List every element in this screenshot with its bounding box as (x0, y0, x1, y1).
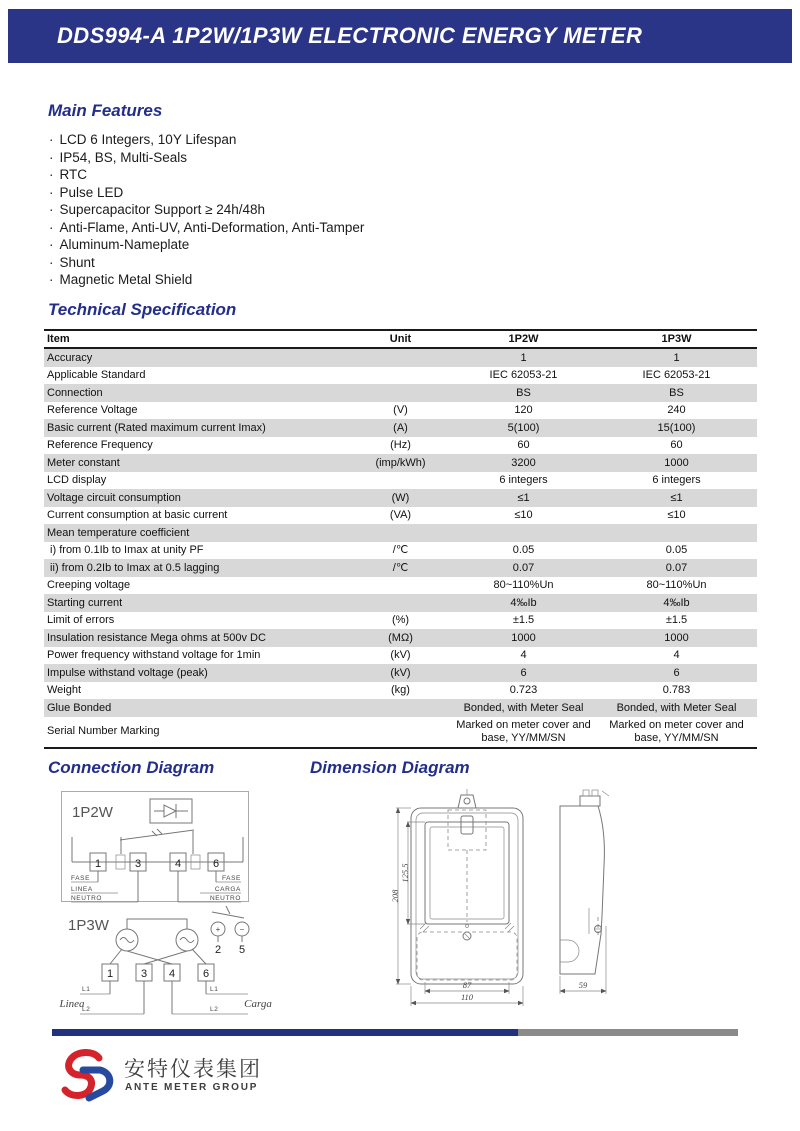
p2w-linea: LINEA (71, 886, 93, 893)
footer-bar-gray-segment (518, 1029, 738, 1036)
spec-row (44, 577, 757, 595)
terminal-3: 3 (134, 858, 142, 870)
spec-cell-item: Power frequency withstand voltage for 1min (47, 649, 261, 662)
spec-row (44, 559, 757, 577)
spec-cell-p2: 1 (520, 351, 527, 364)
spec-cell-p2: 4‰Ib (510, 596, 537, 609)
terminal-4: 4 (168, 968, 176, 980)
spec-cell-p3: 60 (670, 439, 683, 452)
spec-cell-p2: 60 (517, 439, 530, 452)
front-view (411, 789, 523, 984)
feature-text: RTC (59, 167, 88, 182)
spec-cell-item: Limit of errors (47, 614, 115, 627)
spec-row (44, 594, 757, 612)
feature-item (49, 166, 364, 184)
spec-cell-item: LCD display (47, 474, 107, 487)
spec-cell-unit: (kV) (390, 666, 411, 679)
spec-cell-item: Impulse withstand voltage (peak) (47, 666, 208, 679)
p3w-right-l2: L2 (210, 1006, 219, 1013)
dim-overall-height: 208 (390, 889, 400, 903)
p2w-fase-right: FASE (221, 875, 241, 882)
spec-cell-p2 (451, 524, 596, 542)
feature-item (49, 201, 364, 219)
feature-text: Supercapacitor Support ≥ 24h/48h (59, 202, 266, 217)
p2w-neutro-right: NEUTRO (209, 895, 241, 902)
spec-cell-p3: 1000 (664, 631, 689, 644)
spec-cell-p2: 0.723 (509, 684, 538, 697)
p3w-right-l1: L1 (210, 986, 219, 993)
front-dimensions (390, 808, 523, 1006)
feature-item (49, 219, 364, 237)
spec-cell-unit (350, 472, 451, 490)
spec-row (44, 699, 757, 717)
spec-row (44, 612, 757, 630)
p2w-carga: CARGA (214, 886, 241, 893)
spec-cell-unit (350, 384, 451, 402)
spec-row (44, 348, 757, 367)
title-bar (8, 9, 792, 63)
spec-row (44, 419, 757, 437)
aux-terminal-5: 5 (238, 944, 246, 956)
footer-bar-blue-segment (52, 1029, 518, 1036)
spec-row (44, 384, 757, 402)
spec-cell-p3: BS (669, 386, 684, 399)
spec-cell-unit (350, 577, 451, 595)
feature-bullet: · (49, 184, 54, 200)
spec-cell-unit (350, 348, 451, 367)
col-header-unit: Unit (350, 330, 451, 348)
feature-text: Aluminum-Nameplate (59, 237, 190, 252)
footer-divider-bar (52, 1029, 738, 1036)
spec-cell-unit: (VA) (389, 509, 412, 522)
p2w-fase-left: FASE (71, 875, 91, 882)
company-name-cn: 安特仪表集团 (124, 1057, 262, 1081)
spec-cell-unit (350, 367, 451, 385)
spec-cell-unit (350, 717, 451, 748)
feature-bullet: · (49, 219, 54, 235)
spec-cell-item: Basic current (Rated maximum current Imax) (47, 421, 266, 434)
spec-cell-item: Starting current (47, 596, 123, 609)
spec-cell-p2: 6 integers (499, 474, 548, 487)
spec-heading: Technical Specification (48, 300, 237, 319)
feature-bullet: · (49, 167, 54, 182)
spec-cell-p2: Marked on meter cover and base, YY/MM/SN (456, 718, 591, 744)
feature-item (49, 236, 364, 254)
diode-symbol (150, 799, 192, 823)
spec-cell-item: Reference Frequency (47, 439, 153, 452)
spec-cell-p2: 5(100) (507, 421, 540, 434)
terminal-6: 6 (212, 858, 220, 870)
spec-cell-unit: (V) (393, 404, 408, 417)
spec-cell-p3: 6 (673, 666, 680, 679)
spec-cell-item: Glue Bonded (47, 701, 112, 714)
spec-cell-unit: (Hz) (390, 439, 411, 452)
aux-terminal-2: 2 (214, 944, 222, 956)
spec-row (44, 489, 757, 507)
spec-cell-p3: 0.05 (665, 544, 688, 557)
terminal-1: 1 (106, 968, 114, 980)
spec-cell-unit (350, 699, 451, 717)
feature-text: IP54, BS, Multi-Seals (59, 149, 188, 165)
spec-cell-p2: 3200 (511, 456, 536, 469)
feature-bullet: · (49, 237, 54, 252)
p3w-left-l2: L2 (82, 1006, 91, 1013)
features-list (49, 131, 364, 289)
terminal-6: 6 (202, 968, 210, 980)
spec-cell-p2: 1000 (511, 631, 536, 644)
spec-cell-item: Current consumption at basic current (47, 509, 228, 522)
spec-row (44, 437, 757, 455)
spec-cell-unit (350, 524, 451, 542)
spec-cell-item: Insulation resistance Mega ohms at 500v DC (47, 631, 266, 644)
dim-depth: 59 (578, 980, 588, 990)
spec-cell-p2: 120 (514, 404, 533, 417)
spec-cell-item: ii) from 0.2Ib to Imax at 0.5 lagging (47, 561, 220, 574)
spec-cell-item: Meter constant (47, 456, 120, 469)
spec-cell-p2: BS (516, 386, 531, 399)
feature-bullet: · (49, 202, 54, 217)
connection-diagram-1p3w (52, 902, 287, 1024)
spec-row (44, 507, 757, 525)
spec-cell-item: Accuracy (47, 351, 93, 364)
spec-cell-p3: ≤10 (667, 509, 686, 522)
connection-diagram-1p2w (60, 790, 250, 903)
spec-cell-p2: ≤10 (514, 509, 533, 522)
spec-cell-p3: 0.07 (665, 561, 688, 574)
spec-cell-p3: Bonded, with Meter Seal (616, 701, 737, 714)
spec-cell-item: i) from 0.1Ib to Imax at unity PF (47, 544, 204, 557)
feature-text: Pulse LED (59, 184, 124, 200)
spec-cell-item: Applicable Standard (47, 369, 146, 382)
spec-row (44, 542, 757, 560)
feature-text: Magnetic Metal Shield (59, 272, 193, 287)
page-title: DDS994-A 1P2W/1P3W ELECTRONIC ENERGY METER (57, 23, 643, 48)
spec-row (44, 717, 757, 748)
feature-text: LCD 6 Integers, 10Y Lifespan (59, 132, 237, 147)
spec-cell-item: Mean temperature coefficient (47, 526, 190, 539)
side-view (560, 790, 609, 994)
feature-text: Anti-Flame, Anti-UV, Anti-Deformation, Anti-Tamper (59, 219, 365, 235)
spec-cell-unit: (MΩ) (388, 631, 413, 644)
spec-cell-unit: (kV) (390, 649, 411, 662)
spec-cell-item: Connection (47, 386, 103, 399)
spec-row (44, 454, 757, 472)
spec-cell-p3: 240 (667, 404, 686, 417)
current-transformer-symbols (116, 919, 198, 951)
spec-cell-item: Voltage circuit consumption (47, 491, 181, 504)
spec-cell-p3: 0.783 (662, 684, 691, 697)
feature-item (49, 254, 364, 272)
aux-plus: + (215, 925, 221, 934)
dim-overall-width: 110 (460, 992, 474, 1002)
spec-cell-unit: (%) (391, 614, 410, 627)
dimension-diagram (392, 786, 662, 1018)
ante-logo-icon (53, 1048, 117, 1100)
spec-cell-p3: 15(100) (657, 421, 696, 434)
feature-item (49, 131, 364, 149)
features-heading: Main Features (48, 101, 163, 120)
p3w-label: 1P3W (68, 917, 109, 934)
feature-text: Shunt (59, 254, 95, 270)
spec-cell-p3: 1 (673, 351, 680, 364)
col-header-1p2w: 1P2W (451, 330, 596, 348)
terminal-1: 1 (94, 858, 102, 870)
spec-cell-p3: 80~110%Un (646, 579, 707, 592)
spec-row (44, 629, 757, 647)
spec-cell-unit: (A) (393, 421, 408, 434)
spec-row (44, 664, 757, 682)
connection-diagram-heading: Connection Diagram (48, 758, 215, 777)
terminal-4: 4 (174, 858, 182, 870)
p2w-label: 1P2W (72, 804, 113, 821)
feature-bullet: · (49, 132, 54, 147)
spec-cell-p3: IEC 62053-21 (642, 369, 711, 382)
dim-terminal-width: 87 (462, 980, 472, 990)
spec-cell-p3: ±1.5 (665, 614, 688, 627)
spec-header-row (44, 330, 757, 348)
p2w-neutro-left: NEUTRO (71, 895, 103, 902)
spec-cell-p3: ≤1 (670, 491, 683, 504)
feature-item (49, 149, 364, 167)
spec-cell-p2: 6 (520, 666, 527, 679)
dim-window-height: 125.5 (400, 863, 410, 883)
spec-cell-p3: 6 integers (652, 474, 701, 487)
spec-cell-p3: 4 (673, 649, 680, 662)
p3w-left-l1: L1 (82, 986, 91, 993)
feature-item (49, 271, 364, 289)
spec-cell-p2: IEC 62053-21 (489, 369, 558, 382)
spec-cell-p2: 0.07 (512, 561, 535, 574)
spec-cell-p2: 4 (520, 649, 527, 662)
feature-bullet: · (49, 272, 54, 287)
dimension-diagram-heading: Dimension Diagram (310, 758, 470, 777)
spec-row (44, 402, 757, 420)
p3w-linea: Linea (59, 998, 85, 1010)
aux-minus: − (239, 925, 245, 934)
aux-switch-symbol (211, 906, 249, 956)
spec-cell-p2: ±1.5 (512, 614, 535, 627)
spec-cell-item: Serial Number Marking (47, 725, 160, 737)
feature-item (49, 184, 364, 202)
spec-cell-p2: ≤1 (517, 491, 530, 504)
spec-cell-item: Creeping voltage (47, 579, 131, 592)
spec-cell-p2: 0.05 (512, 544, 535, 557)
spec-cell-p3 (596, 524, 757, 542)
spec-row (44, 647, 757, 665)
spec-cell-p3: 1000 (664, 456, 689, 469)
spec-row (44, 682, 757, 700)
p3w-carga: Carga (244, 998, 272, 1010)
spec-cell-p3: Marked on meter cover and base, YY/MM/SN (609, 718, 744, 744)
feature-bullet: · (49, 149, 54, 165)
switch-symbol (120, 829, 194, 854)
spec-table (44, 329, 757, 749)
company-name-en: ANTE METER GROUP (125, 1082, 259, 1093)
spec-cell-unit: /℃ (392, 561, 409, 574)
terminal-3: 3 (140, 968, 148, 980)
spec-cell-p3: 4‰Ib (663, 596, 690, 609)
spec-cell-unit: (imp/kWh) (375, 456, 426, 469)
col-header-1p3w: 1P3W (596, 330, 757, 348)
feature-bullet: · (49, 254, 54, 270)
spec-row (44, 524, 757, 542)
spec-cell-unit: /℃ (392, 544, 409, 557)
spec-row (44, 367, 757, 385)
col-header-item: Item (44, 330, 350, 348)
spec-row (44, 472, 757, 490)
spec-cell-p2: 80~110%Un (493, 579, 554, 592)
spec-cell-item: Weight (47, 684, 82, 697)
spec-cell-unit: (W) (391, 491, 410, 504)
terminal-blocks (102, 964, 214, 981)
spec-cell-p2: Bonded, with Meter Seal (463, 701, 584, 714)
spec-cell-item: Reference Voltage (47, 404, 138, 417)
spec-cell-unit (350, 594, 451, 612)
spec-cell-unit: (kg) (391, 684, 410, 697)
